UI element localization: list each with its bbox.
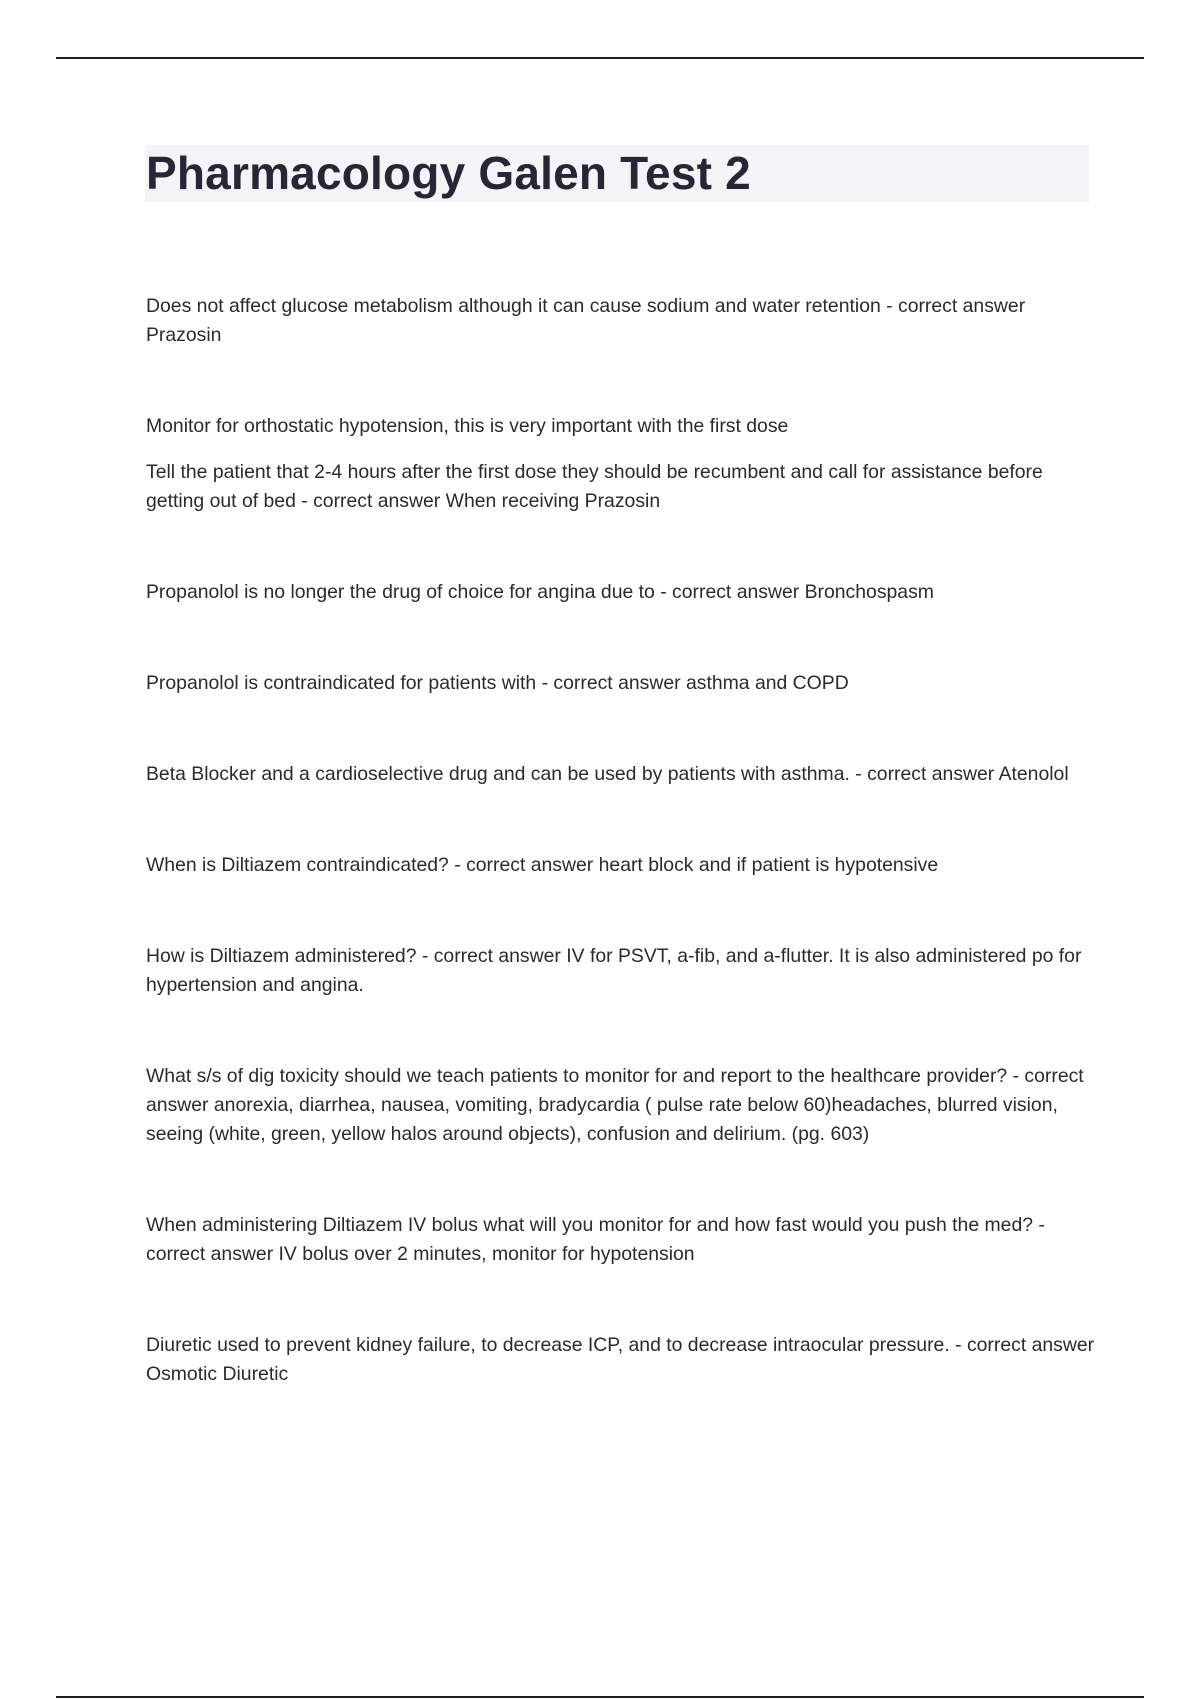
header-rule: [56, 57, 1144, 59]
qa-item: [146, 578, 1096, 607]
qa-item: [146, 669, 1096, 698]
qa-text: When is Diltiazem contraindicated? - correct answer heart block and if patient is hypotensive: [146, 854, 939, 876]
qa-text: What s/s of dig toxicity should we teach patients to monitor for and report to the healthcare provider? - correct answer anorexia, diarrhea, nausea, vomiting, bradycardia ( pulse rate below 60)headaches, blurred vision, seeing (white, green, yellow halos around objects), confusion and delirium. (pg. 603): [146, 1065, 1084, 1145]
qa-item: [146, 1331, 1096, 1389]
qa-text: Does not affect glucose metabolism although it can cause sodium and water retention - correct answer Prazosin: [146, 295, 1026, 346]
qa-text: Propanolol is contraindicated for patients with - correct answer asthma and COPD: [146, 672, 849, 694]
qa-item: [146, 412, 1096, 441]
footer-rule: [56, 1696, 1144, 1698]
document-title: Pharmacology Galen Test 2: [146, 147, 751, 199]
qa-text: Tell the patient that 2-4 hours after the first dose they should be recumbent and call for assistance before getting out of bed - correct answer When receiving Prazosin: [146, 461, 1043, 512]
document-body: [146, 292, 1096, 1451]
qa-item: [146, 1211, 1096, 1269]
qa-text: When administering Diltiazem IV bolus what will you monitor for and how fast would you push the med? - correct answer IV bolus over 2 minutes, monitor for hypotension: [146, 1214, 1045, 1265]
qa-text: Diuretic used to prevent kidney failure, to decrease ICP, and to decrease intraocular pressure. - correct answer Osmotic Diuretic: [146, 1334, 1095, 1385]
qa-item: [146, 851, 1096, 880]
qa-text: Monitor for orthostatic hypotension, this is very important with the first dose: [146, 415, 789, 437]
qa-text: Beta Blocker and a cardioselective drug and can be used by patients with asthma. - correct answer Atenolol: [146, 763, 1069, 785]
qa-text: Propanolol is no longer the drug of choice for angina due to - correct answer Bronchospasm: [146, 581, 934, 603]
qa-item: [146, 458, 1096, 516]
qa-item: [146, 292, 1096, 350]
qa-item: [146, 1062, 1096, 1149]
qa-text: How is Diltiazem administered? - correct answer IV for PSVT, a-fib, and a-flutter. It is also administered po for hypertension and angina.: [146, 945, 1082, 996]
qa-item: [146, 760, 1096, 789]
qa-item: [146, 942, 1096, 1000]
